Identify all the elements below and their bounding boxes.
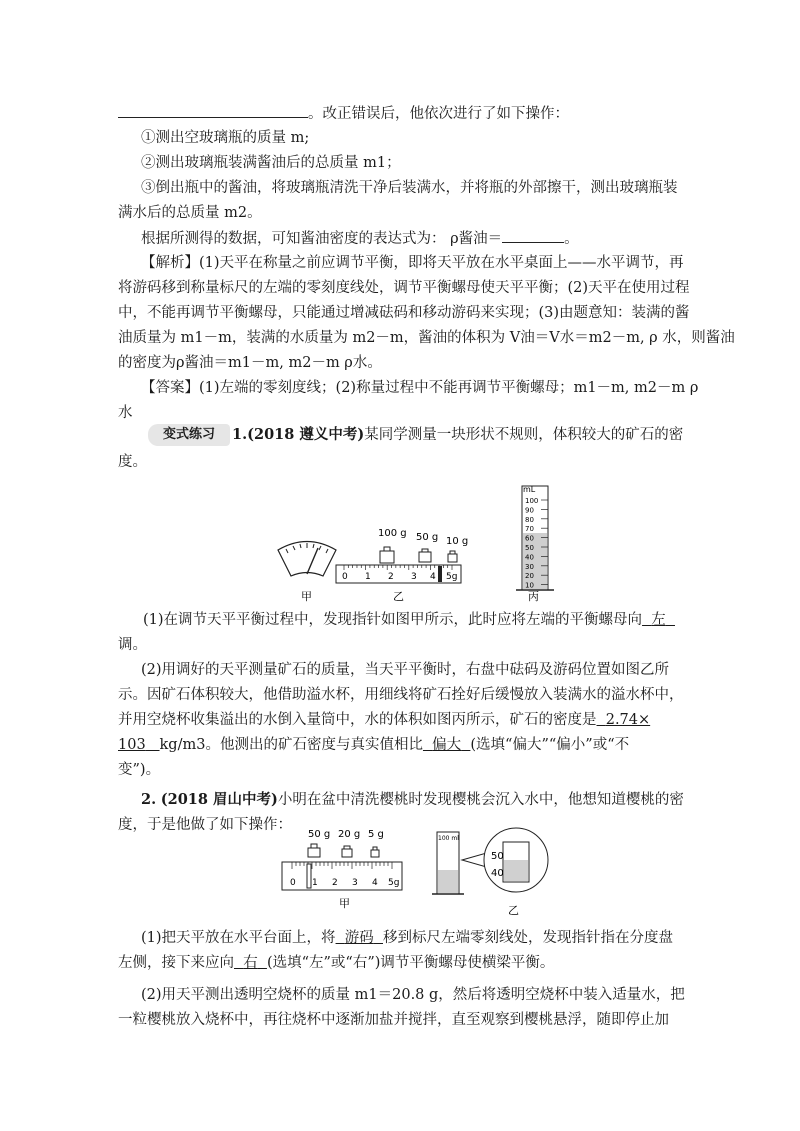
label-jia: 甲 xyxy=(339,897,350,910)
ex1-p1-text: (1)在调节天平平衡过程中，发现指针如图甲所示，此时应将左端的平衡螺母向 xyxy=(143,612,643,628)
ex1-number: 1. xyxy=(232,426,248,443)
cylinder-tick-label: 50 xyxy=(525,544,534,552)
cylinder-tick-label: 100 xyxy=(525,497,539,505)
expr-end: 。 xyxy=(564,231,579,247)
ex1-part2-f: 变”)。 xyxy=(118,762,161,778)
cylinder-unit: 100 ml xyxy=(438,835,459,842)
ex2-number: 2. xyxy=(141,791,157,808)
scale-0: 0 xyxy=(290,878,296,888)
scale-2: 2 xyxy=(388,572,394,582)
analysis-line-2: 将游码移到称量标尺的左端的零刻度线处，调节平衡螺母使天平平衡；(2)天平在使用过程 xyxy=(118,280,690,296)
cylinder-tick-label: 80 xyxy=(525,515,534,524)
ex1-question-cont: 度。 xyxy=(118,454,147,470)
mag-40: 40 xyxy=(491,868,504,879)
ex2-question-text: 小明在盆中清洗樱桃时发现樱桃会沉入水中，他想知道樱桃的密 xyxy=(277,792,684,808)
cylinder-tick-label: 40 xyxy=(525,553,534,562)
rider xyxy=(438,566,442,582)
ex2-p1b-text: 移到标尺左端零刻线处，发现指针指在分度盘 xyxy=(382,930,673,946)
ex1-question-text: 某同学测量一块形状不规则，体积较大的矿石的密 xyxy=(364,427,684,443)
label-bing: 丙 xyxy=(528,590,539,603)
weight-100g-label: 100 g xyxy=(378,528,407,539)
weight-5g-label: 5 g xyxy=(368,829,384,840)
cylinder-tick-label: 20 xyxy=(525,572,534,581)
ex2-part1-a xyxy=(141,928,673,948)
ex2-direction-answer xyxy=(234,955,267,971)
weight-20g-label: 20 g xyxy=(338,829,361,840)
pointer-dial xyxy=(278,542,336,577)
answer-line-2: 水 xyxy=(118,405,133,421)
label-yi: 乙 xyxy=(508,904,519,917)
cylinder-tick-label: 70 xyxy=(525,525,534,534)
cylinder-tick-label: 90 xyxy=(525,506,534,515)
ex1-question xyxy=(232,425,683,445)
ex2-direction-answer-text: 右 xyxy=(243,955,258,971)
ex1-density-answer-2: 103 xyxy=(118,737,146,753)
analysis-line-1: 【解析】(1)天平在称量之前应调节平衡，即将天平放在水平桌面上——水平调节，再 xyxy=(141,255,684,271)
ex2-rider-answer-text: 游码 xyxy=(344,930,374,946)
cylinder-tick-label: 30 xyxy=(525,562,534,571)
ex1-part2-c xyxy=(118,710,650,730)
ex1-compare-answer-text: 偏大 xyxy=(432,737,462,753)
expr-text: 根据所测得的数据，可知酱油密度的表达式为： ρ酱油＝ xyxy=(141,231,503,247)
ex1-figure xyxy=(270,478,580,603)
weights xyxy=(308,844,379,857)
step-3a: ③倒出瓶中的酱油，将玻璃瓶清洗干净后装满水，并将瓶的外部擦干，测出玻璃瓶装 xyxy=(141,180,678,196)
analysis-line-4: 油质量为 m1－m，装满的水质量为 m2－m，酱油的体积为 V油＝V水＝m2－m, ρ 水，则酱油 xyxy=(118,330,735,346)
ex1-part1 xyxy=(143,610,675,630)
ex1-source: (2018 遵义中考) xyxy=(247,426,365,443)
continued-line xyxy=(118,103,569,124)
analysis-line-5: 的密度为ρ酱油＝m1－m, m2－m ρ水。 xyxy=(118,355,382,371)
ex2-part2-b: 一粒樱桃放入烧杯中，再往烧杯中逐渐加盐并搅拌，直至观察到樱桃悬浮，随即停止加 xyxy=(118,1012,669,1028)
label-yi: 乙 xyxy=(393,590,404,603)
scale-4: 4 xyxy=(372,878,378,888)
variant-exercise-badge: 变式练习 xyxy=(148,424,230,446)
ex1-part1-cont: 调。 xyxy=(118,637,147,653)
answer-blank xyxy=(118,103,308,118)
weight-50g-label: 50 g xyxy=(308,829,331,840)
ex1-p1-answer-text: 左 xyxy=(651,612,666,628)
cylinder-tick-label: 10 xyxy=(525,581,534,590)
mag-50: 50 xyxy=(491,851,504,862)
step-2: ②测出玻璃瓶装满酱油后的总质量 m1； xyxy=(141,155,401,171)
magnifier xyxy=(462,828,548,892)
ex1-p2c-text: 并用空烧杯收集溢出的水倒入量筒中，水的体积如图丙所示，矿石的密度是 xyxy=(118,712,597,728)
weights xyxy=(380,547,457,563)
analysis-line-3: 中，不能再调节平衡螺母，只能通过增减砝码和移动游码来实现；(3)由题意知：装满的酱 xyxy=(118,305,690,321)
label-jia: 甲 xyxy=(301,590,312,603)
ex1-p2e-text: (选填“偏大”“偏小”或“不 xyxy=(470,737,630,753)
scale-ruler xyxy=(282,862,402,890)
step-1: ①测出空玻璃瓶的质量 m; xyxy=(141,130,310,146)
ex2-question xyxy=(141,790,684,810)
scale-3: 3 xyxy=(411,572,417,582)
ex1-p2d-text: kg/m3。他测出的矿石密度与真实值相比 xyxy=(159,737,423,753)
scale-1: 1 xyxy=(365,572,371,582)
ex1-compare-answer xyxy=(423,737,470,753)
scale-0: 0 xyxy=(342,572,348,582)
ex1-part2-a: (2)用调好的天平测量矿石的质量，当天平平衡时，右盘中砝码及游码位置如图乙所 xyxy=(141,662,670,678)
ex1-part2-b: 示。因矿石体积较大，他借助溢水杯，用细线将矿石拴好后缓慢放入装满水的溢水杯中， xyxy=(118,687,684,703)
density-expression xyxy=(141,228,579,249)
ex1-p1-answer xyxy=(642,612,675,628)
answer-line-1: 【答案】(1)左端的零刻度线；(2)称量过程中不能再调节平衡螺母；m1－m, m2－m ρ xyxy=(141,380,699,396)
scale-5g: 5g xyxy=(446,572,458,582)
ex2-p1c-text: 左侧，接下来应向 xyxy=(118,955,234,971)
scale-5g: 5g xyxy=(388,878,400,888)
scale-4: 4 xyxy=(430,572,436,582)
ex1-density-answer-text: 2.74× xyxy=(605,712,651,728)
cylinder-unit: mL xyxy=(523,485,536,494)
rider xyxy=(307,864,311,888)
ex2-question-cont: 度，于是他做了如下操作： xyxy=(118,817,292,833)
scale-3: 3 xyxy=(352,878,358,888)
ex2-figure xyxy=(280,822,560,917)
ex2-source: (2018 眉山中考) xyxy=(160,791,278,808)
cylinder-tick-label: 60 xyxy=(525,534,534,543)
step-3b: 满水后的总质量 m2。 xyxy=(118,205,262,221)
ex1-density-answer xyxy=(597,712,651,728)
ex1-part2-d xyxy=(118,735,629,755)
ex2-part1-b xyxy=(118,953,554,973)
ex2-rider-answer xyxy=(336,930,383,946)
weight-50g-label: 50 g xyxy=(416,532,439,543)
scale-ruler xyxy=(336,565,461,583)
ex2-part2-a: (2)用天平测出透明空烧杯的质量 m1＝20.8 g，然后将透明空烧杯中装入适量水，把 xyxy=(141,987,685,1003)
ex2-p1d-text: (选填“左”或“右”)调节平衡螺母使横梁平衡。 xyxy=(266,955,555,971)
weight-10g-label: 10 g xyxy=(446,536,469,547)
expr-blank xyxy=(502,228,564,243)
scale-1: 1 xyxy=(312,878,318,888)
ex2-p1a-text: (1)把天平放在水平台面上，将 xyxy=(141,930,336,946)
scale-2: 2 xyxy=(332,878,338,888)
line-text: 。改正错误后，他依次进行了如下操作： xyxy=(308,106,569,122)
